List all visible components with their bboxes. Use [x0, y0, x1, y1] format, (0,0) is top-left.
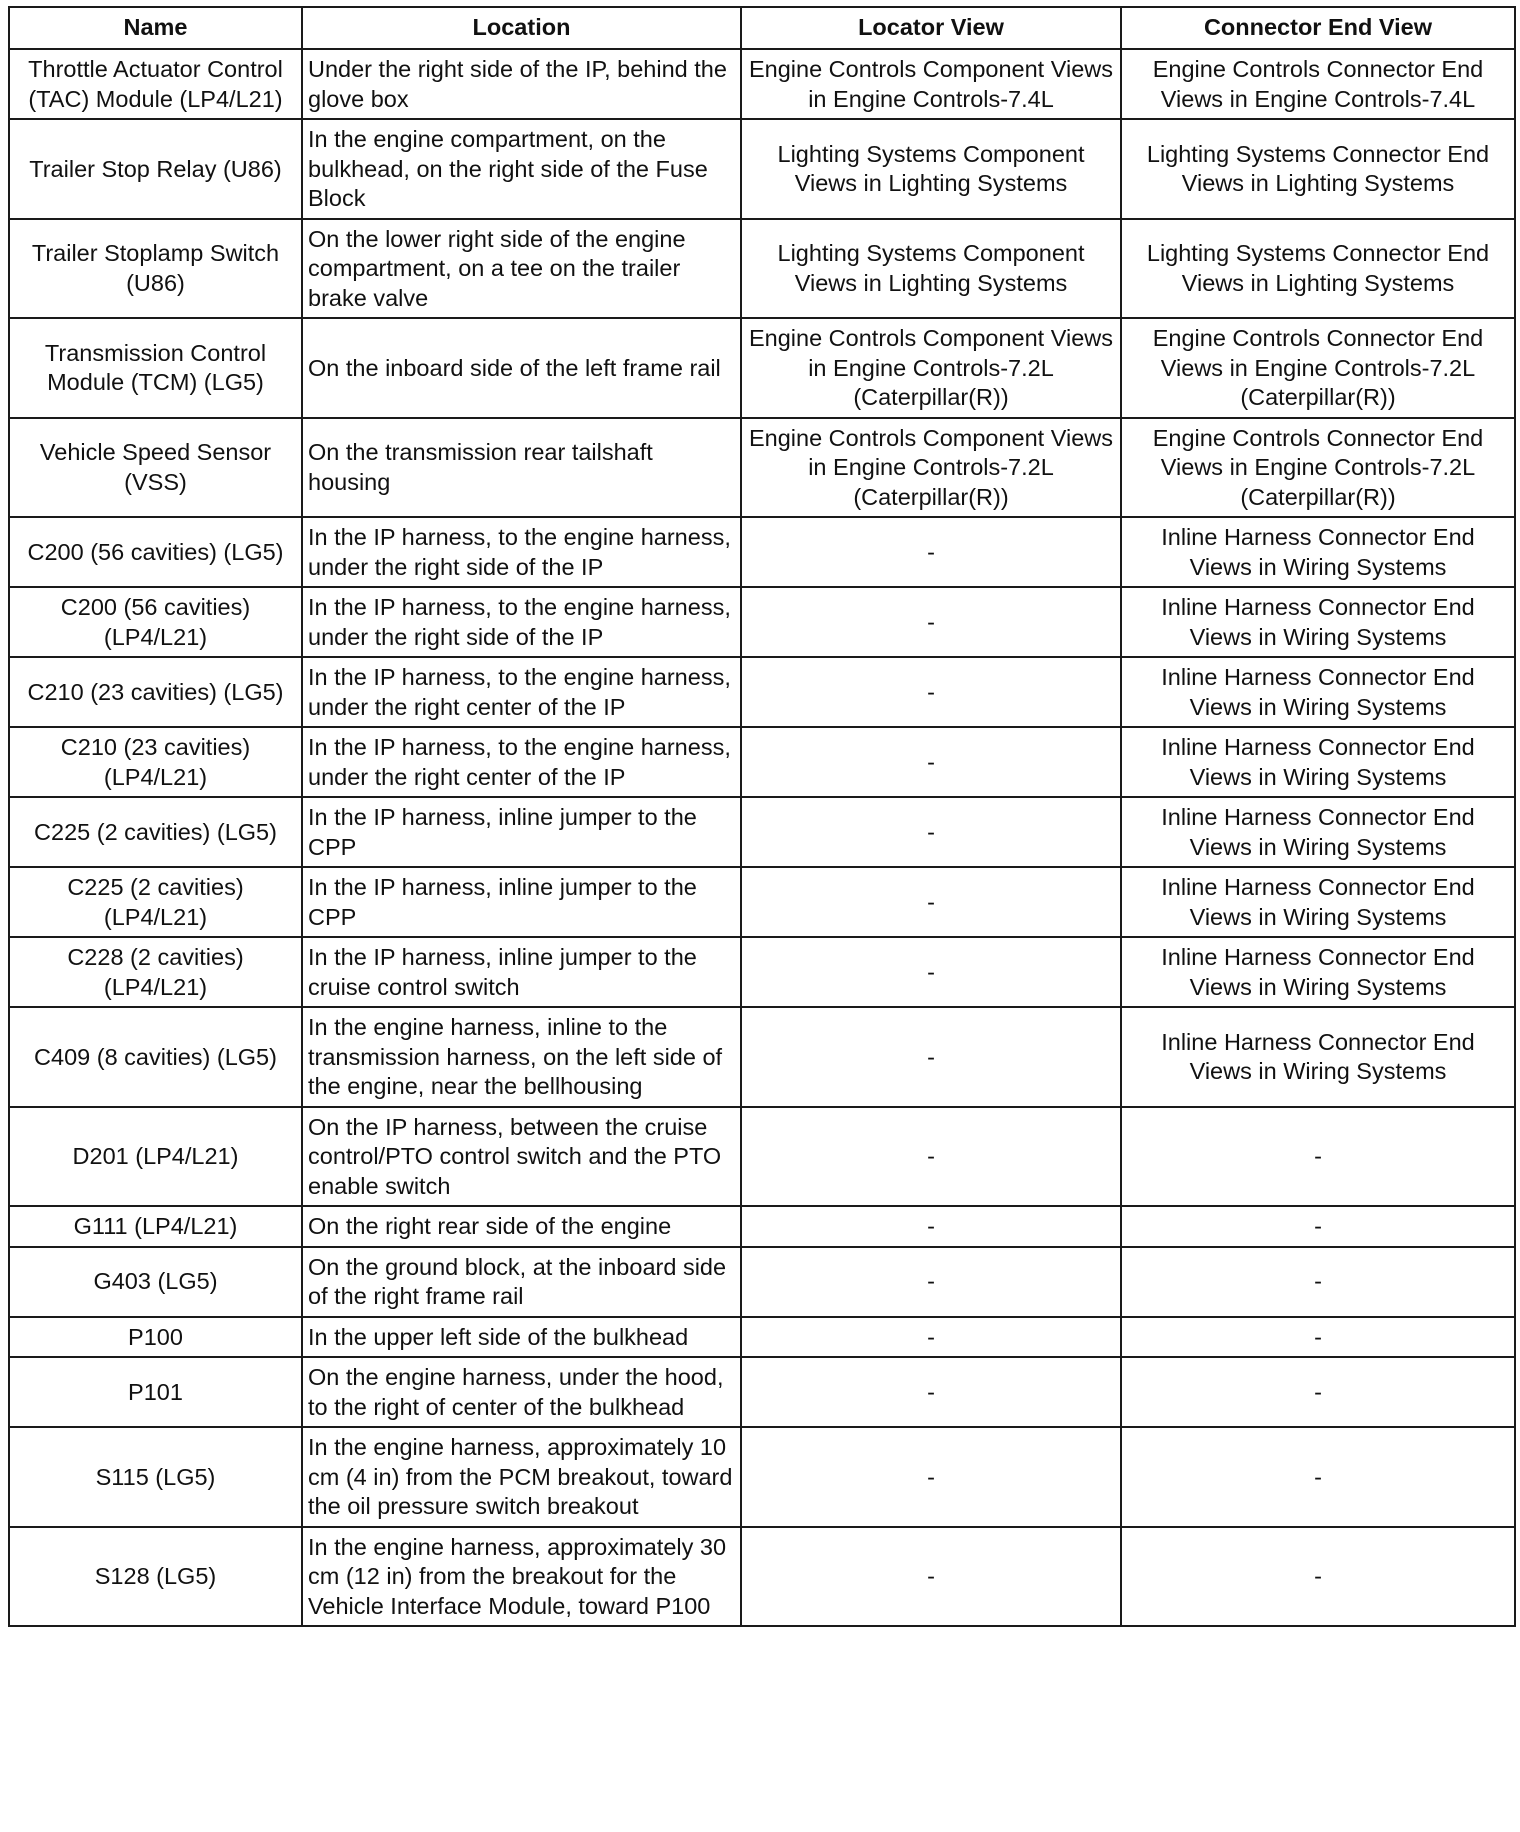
location-cell: In the IP harness, to the engine harness, under the right side of the IP [302, 517, 741, 587]
name-cell: P100 [9, 1317, 302, 1358]
location-cell: In the IP harness, inline jumper to the cruise control switch [302, 937, 741, 1007]
location-cell: In the IP harness, to the engine harness, under the right side of the IP [302, 587, 741, 657]
locator-view-cell: - [741, 1107, 1121, 1207]
column-header-connector-end-view: Connector End View [1121, 7, 1515, 49]
table-row [9, 1357, 1515, 1427]
connector-end-view-cell: Inline Harness Connector End Views in Wiring Systems [1121, 727, 1515, 797]
location-cell: On the right rear side of the engine [302, 1206, 741, 1247]
connector-end-view-cell: Inline Harness Connector End Views in Wiring Systems [1121, 587, 1515, 657]
locator-view-cell: - [741, 587, 1121, 657]
table-row [9, 587, 1515, 657]
table-row [9, 1247, 1515, 1317]
locator-view-cell: Lighting Systems Component Views in Lighting Systems [741, 219, 1121, 319]
name-cell: C228 (2 cavities) (LP4/L21) [9, 937, 302, 1007]
name-cell: Throttle Actuator Control (TAC) Module (LP4/L21) [9, 49, 302, 119]
name-cell: C210 (23 cavities) (LG5) [9, 657, 302, 727]
name-cell: G111 (LP4/L21) [9, 1206, 302, 1247]
location-cell: On the transmission rear tailshaft housing [302, 418, 741, 518]
locator-view-cell: - [741, 1527, 1121, 1627]
locator-view-cell: Lighting Systems Component Views in Lighting Systems [741, 119, 1121, 219]
table-row [9, 318, 1515, 418]
table-row [9, 1317, 1515, 1358]
location-cell: Under the right side of the IP, behind the glove box [302, 49, 741, 119]
connector-end-view-cell: Inline Harness Connector End Views in Wiring Systems [1121, 1007, 1515, 1107]
connector-end-view-cell: Inline Harness Connector End Views in Wiring Systems [1121, 937, 1515, 1007]
table-row [9, 517, 1515, 587]
connector-end-view-cell: Inline Harness Connector End Views in Wiring Systems [1121, 517, 1515, 587]
locator-view-cell: - [741, 1247, 1121, 1317]
column-header-locator-view: Locator View [741, 7, 1121, 49]
connector-end-view-cell: Engine Controls Connector End Views in Engine Controls-7.4L [1121, 49, 1515, 119]
locator-view-cell: - [741, 657, 1121, 727]
connector-end-view-cell: - [1121, 1527, 1515, 1627]
component-locator-sheet [8, 6, 1516, 1627]
table-row [9, 937, 1515, 1007]
location-cell: In the engine harness, inline to the transmission harness, on the left side of the engine, near the bellhousing [302, 1007, 741, 1107]
table-body [9, 49, 1515, 1626]
name-cell: Trailer Stop Relay (U86) [9, 119, 302, 219]
connector-end-view-cell: - [1121, 1357, 1515, 1427]
location-cell: In the IP harness, inline jumper to the CPP [302, 867, 741, 937]
locator-view-cell: - [741, 1007, 1121, 1107]
table-row [9, 49, 1515, 119]
table-row [9, 727, 1515, 797]
name-cell: Vehicle Speed Sensor (VSS) [9, 418, 302, 518]
connector-end-view-cell: Lighting Systems Connector End Views in Lighting Systems [1121, 119, 1515, 219]
table-row [9, 1007, 1515, 1107]
connector-end-view-cell: Engine Controls Connector End Views in Engine Controls-7.2L (Caterpillar(R)) [1121, 318, 1515, 418]
table-row [9, 119, 1515, 219]
location-cell: On the IP harness, between the cruise control/PTO control switch and the PTO enable switch [302, 1107, 741, 1207]
table-row [9, 1107, 1515, 1207]
locator-view-cell: - [741, 1317, 1121, 1358]
name-cell: Transmission Control Module (TCM) (LG5) [9, 318, 302, 418]
table-row [9, 657, 1515, 727]
locator-view-cell: Engine Controls Component Views in Engine Controls-7.2L (Caterpillar(R)) [741, 318, 1121, 418]
connector-end-view-cell: Engine Controls Connector End Views in Engine Controls-7.2L (Caterpillar(R)) [1121, 418, 1515, 518]
location-cell: In the engine harness, approximately 10 cm (4 in) from the PCM breakout, toward the oil pressure switch breakout [302, 1427, 741, 1527]
location-cell: In the IP harness, to the engine harness, under the right center of the IP [302, 657, 741, 727]
name-cell: C200 (56 cavities) (LP4/L21) [9, 587, 302, 657]
location-cell: In the upper left side of the bulkhead [302, 1317, 741, 1358]
table-row [9, 1206, 1515, 1247]
table-row [9, 867, 1515, 937]
location-cell: On the engine harness, under the hood, to the right of center of the bulkhead [302, 1357, 741, 1427]
component-locator-table [8, 6, 1516, 1627]
locator-view-cell: - [741, 867, 1121, 937]
connector-end-view-cell: - [1121, 1107, 1515, 1207]
locator-view-cell: - [741, 1206, 1121, 1247]
location-cell: On the ground block, at the inboard side of the right frame rail [302, 1247, 741, 1317]
column-header-name: Name [9, 7, 302, 49]
locator-view-cell: - [741, 1357, 1121, 1427]
name-cell: C200 (56 cavities) (LG5) [9, 517, 302, 587]
location-cell: In the IP harness, to the engine harness, under the right center of the IP [302, 727, 741, 797]
locator-view-cell: - [741, 797, 1121, 867]
name-cell: C210 (23 cavities) (LP4/L21) [9, 727, 302, 797]
table-row [9, 418, 1515, 518]
name-cell: C409 (8 cavities) (LG5) [9, 1007, 302, 1107]
locator-view-cell: - [741, 937, 1121, 1007]
name-cell: Trailer Stoplamp Switch (U86) [9, 219, 302, 319]
connector-end-view-cell: - [1121, 1247, 1515, 1317]
connector-end-view-cell: Inline Harness Connector End Views in Wiring Systems [1121, 797, 1515, 867]
locator-view-cell: - [741, 727, 1121, 797]
name-cell: P101 [9, 1357, 302, 1427]
location-cell: In the IP harness, inline jumper to the CPP [302, 797, 741, 867]
locator-view-cell: - [741, 1427, 1121, 1527]
connector-end-view-cell: Inline Harness Connector End Views in Wiring Systems [1121, 657, 1515, 727]
table-row [9, 797, 1515, 867]
table-row [9, 1427, 1515, 1527]
connector-end-view-cell: - [1121, 1206, 1515, 1247]
table-row [9, 219, 1515, 319]
locator-view-cell: - [741, 517, 1121, 587]
locator-view-cell: Engine Controls Component Views in Engine Controls-7.2L (Caterpillar(R)) [741, 418, 1121, 518]
location-cell: In the engine compartment, on the bulkhead, on the right side of the Fuse Block [302, 119, 741, 219]
connector-end-view-cell: Lighting Systems Connector End Views in Lighting Systems [1121, 219, 1515, 319]
name-cell: S115 (LG5) [9, 1427, 302, 1527]
name-cell: C225 (2 cavities) (LP4/L21) [9, 867, 302, 937]
connector-end-view-cell: Inline Harness Connector End Views in Wiring Systems [1121, 867, 1515, 937]
name-cell: G403 (LG5) [9, 1247, 302, 1317]
header-row [9, 7, 1515, 49]
name-cell: D201 (LP4/L21) [9, 1107, 302, 1207]
locator-view-cell: Engine Controls Component Views in Engine Controls-7.4L [741, 49, 1121, 119]
column-header-location: Location [302, 7, 741, 49]
connector-end-view-cell: - [1121, 1317, 1515, 1358]
location-cell: In the engine harness, approximately 30 cm (12 in) from the breakout for the Vehicle Interface Module, toward P100 [302, 1527, 741, 1627]
name-cell: C225 (2 cavities) (LG5) [9, 797, 302, 867]
location-cell: On the lower right side of the engine compartment, on a tee on the trailer brake valve [302, 219, 741, 319]
connector-end-view-cell: - [1121, 1427, 1515, 1527]
name-cell: S128 (LG5) [9, 1527, 302, 1627]
table-row [9, 1527, 1515, 1627]
location-cell: On the inboard side of the left frame rail [302, 318, 741, 418]
